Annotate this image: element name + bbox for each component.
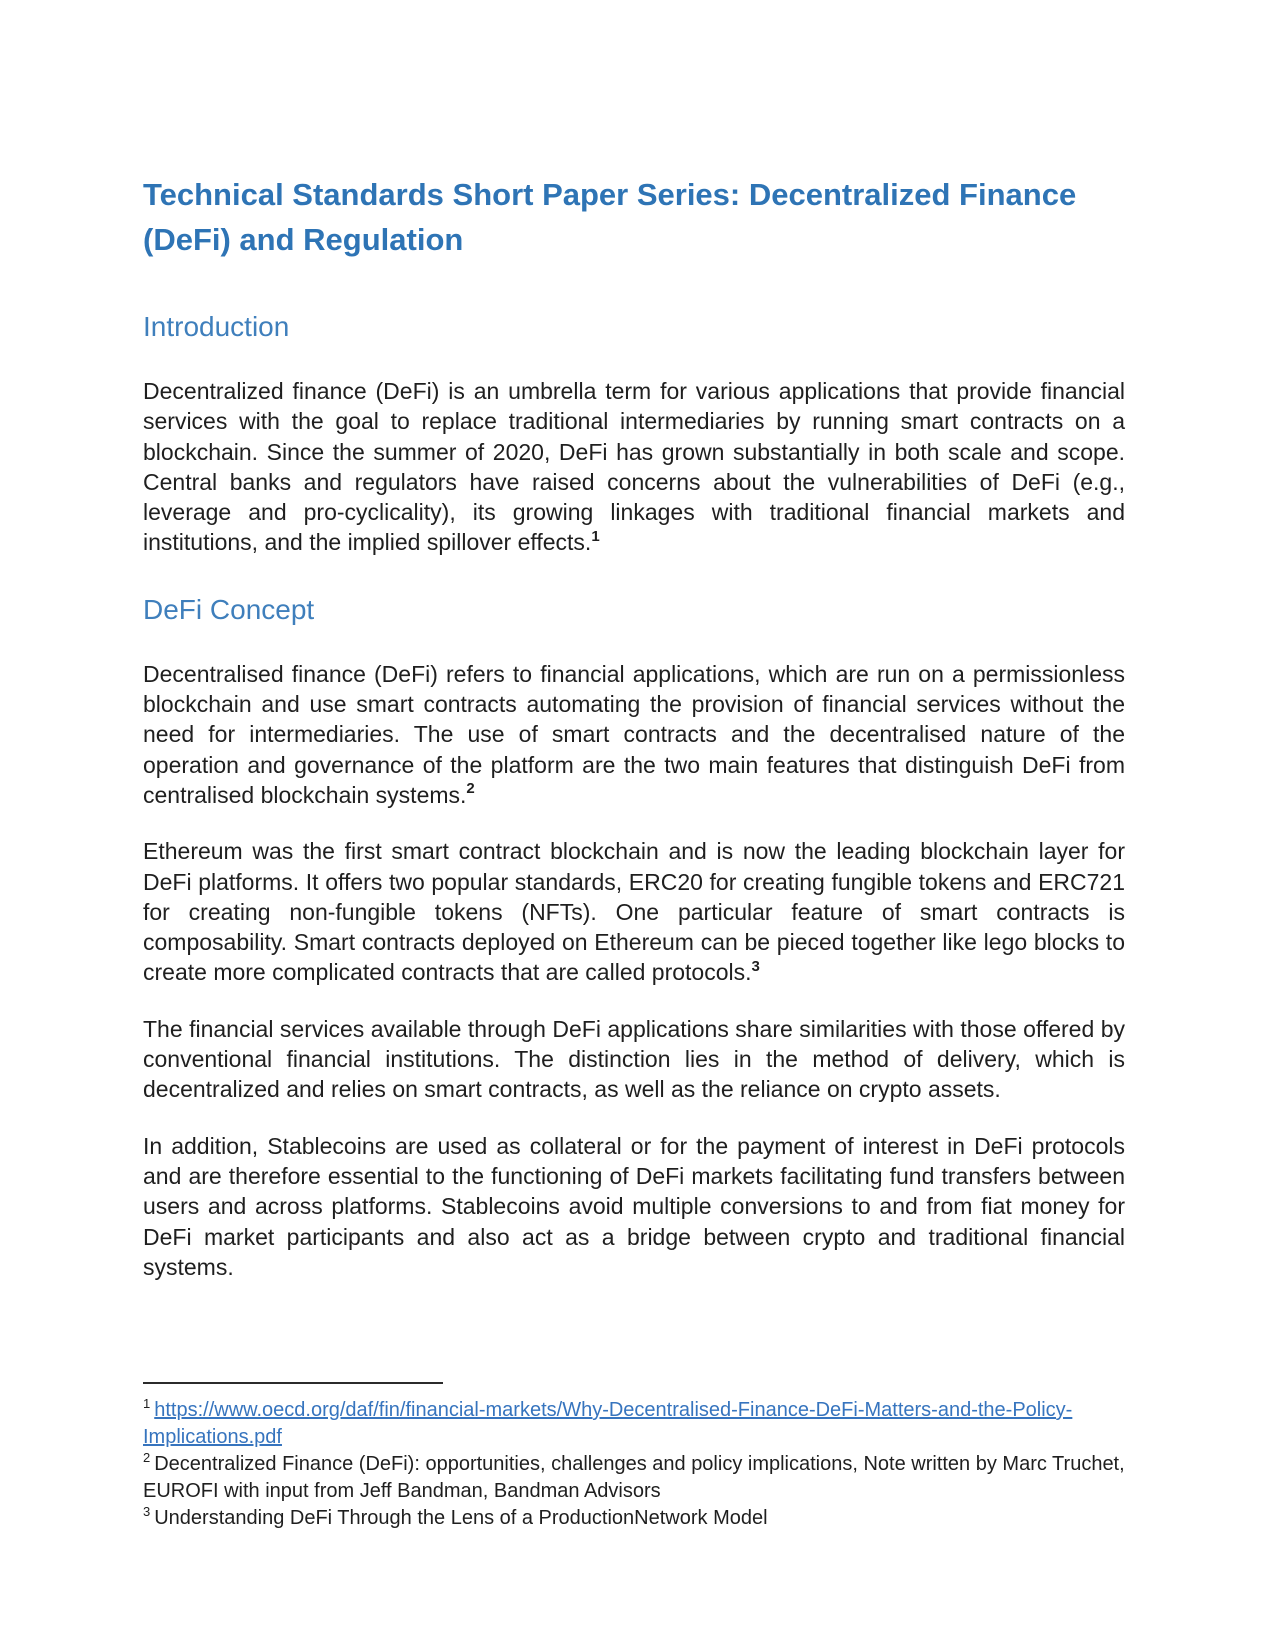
footnote-separator [143, 1382, 443, 1384]
paragraph-text: The financial services available through DeFi applications share similarities with those offered by conventional financial institutions. The distinction lies in the method of delivery, which is decentralized and relies on smart contracts, as well as the reliance on crypto assets. [143, 1015, 1125, 1103]
paragraph-intro-1 [143, 376, 1125, 558]
footnote-marker-1: 1 [143, 1396, 151, 1412]
footnote-1 [143, 1397, 1125, 1451]
footnote-ref-3: 3 [751, 957, 760, 975]
footnote-ref-1: 1 [591, 527, 600, 545]
paragraph-text: In addition, Stablecoins are used as collateral or for the payment of interest in DeFi protocols and are therefore essential to the functioning of DeFi markets facilitating fund transfers between users and across platforms. Stablecoins avoid multiple conversions to and from fiat money for DeFi market participants and also act as a bridge between crypto and traditional financial systems. [143, 1132, 1125, 1280]
document-title: Technical Standards Short Paper Series: Decentralized Finance (DeFi) and Regulation [143, 177, 1077, 257]
document-content [143, 172, 1125, 1308]
paragraph-defi-2 [143, 836, 1125, 987]
footnote-ref-2: 2 [466, 780, 475, 798]
footnote-text: Decentralized Finance (DeFi): opportunities, challenges and policy implications, Note written by Marc Truchet, EUROFI with input from Jeff Bandman, Bandman Advisors [143, 1453, 1125, 1502]
footnotes-section [143, 1382, 1125, 1532]
paragraph-defi-1 [143, 659, 1125, 810]
footnote-link-oecd[interactable]: https://www.oecd.org/daf/fin/financial-markets/Why-Decentralised-Finance-DeFi-Matters-and-the-Policy-Implications.pdf [143, 1399, 1073, 1448]
footnote-2 [143, 1451, 1125, 1505]
section-heading-defi-concept: DeFi Concept [143, 593, 315, 625]
footnote-marker-2: 2 [143, 1450, 151, 1466]
footnote-text: Understanding DeFi Through the Lens of a ProductionNetwork Model [154, 1507, 768, 1529]
footnote-marker-3: 3 [143, 1504, 151, 1520]
footnote-3 [143, 1505, 1125, 1532]
paragraph-defi-4 [143, 1131, 1125, 1282]
paragraph-text: Decentralized finance (DeFi) is an umbrella term for various applications that provide financial services with the goal to replace traditional intermediaries by running smart contracts on a blockchain. Since the summer of 2020, DeFi has grown substantially in both scale and scope. Central banks and regulators have raised concerns about the vulnerabilities of DeFi (e.g., leverage and pro-cyclicality), its growing linkages with traditional financial markets and institutions, and the implied spillover effects. [143, 378, 1125, 556]
section-heading-introduction: Introduction [143, 311, 290, 342]
paragraph-text: Ethereum was the first smart contract blockchain and is now the leading blockchain layer for DeFi platforms. It offers two popular standards, ERC20 for creating fungible tokens and ERC721 for creating non-fungible tokens (NFTs). One particular feature of smart contracts is composability. Smart contracts deployed on Ethereum can be pieced together like lego blocks to create more complicated contracts that are called protocols. [143, 838, 1125, 986]
paragraph-text: Decentralised finance (DeFi) refers to financial applications, which are run on a permissionless blockchain and use smart contracts automating the provision of financial services without the need for intermediaries. The use of smart contracts and the decentralised nature of the operation and governance of the platform are the two main features that distinguish DeFi from centralised blockchain systems. [143, 660, 1125, 808]
paragraph-defi-3 [143, 1014, 1125, 1105]
